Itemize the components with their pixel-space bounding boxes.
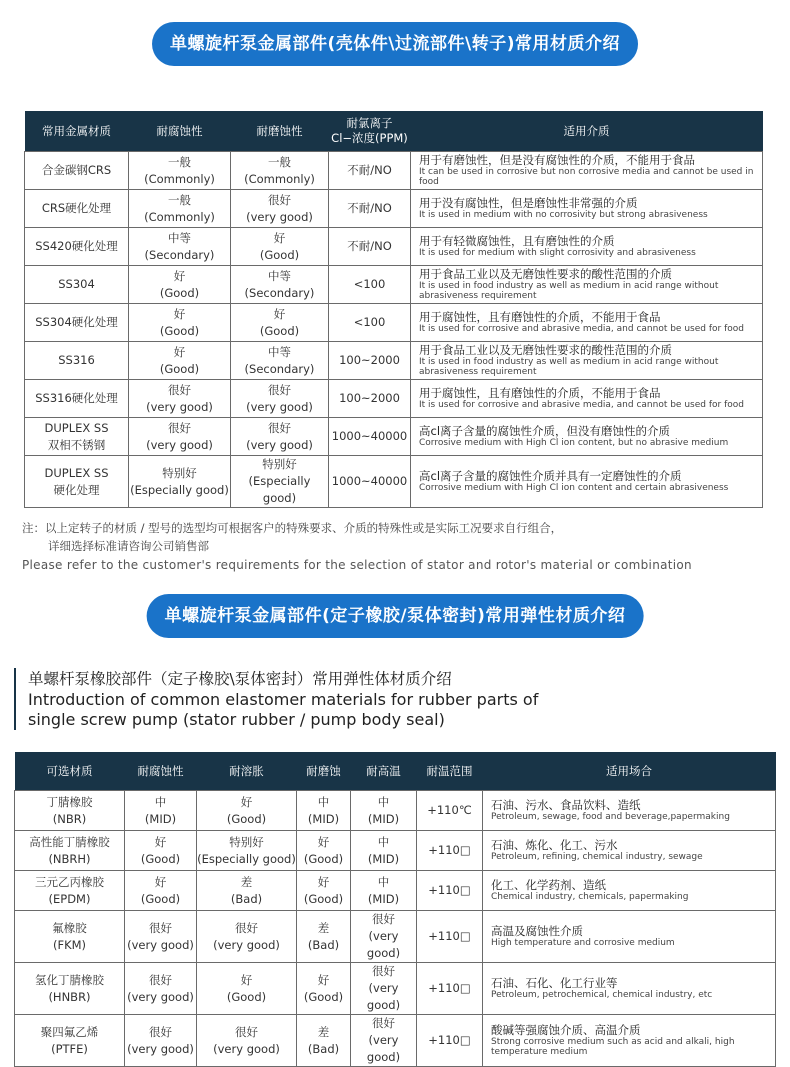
heat-cell xyxy=(351,1015,417,1067)
swelling-cn: 差 xyxy=(240,874,253,889)
corrosion-cell xyxy=(125,831,197,871)
swelling-en: (Especially good) xyxy=(197,851,296,866)
corrosion-cell xyxy=(129,190,231,228)
material-cell xyxy=(25,418,129,456)
heat-cn: 很好 xyxy=(372,912,395,926)
corrosion-cell xyxy=(129,380,231,418)
medium-en: It is used for corrosive and abrasive media, and cannot be used for food xyxy=(419,324,744,334)
abrasion-cn: 差 xyxy=(317,1024,330,1039)
chloride-cell: 1000~40000 xyxy=(329,418,411,456)
abrasion-cn: 很好 xyxy=(268,382,291,397)
table-row xyxy=(25,304,763,342)
table-row xyxy=(25,228,763,266)
application-cn: 化工、化学药剂、造纸 xyxy=(491,878,606,892)
corrosion-en: (very good) xyxy=(127,989,194,1004)
corrosion-en: (Commonly) xyxy=(144,209,215,224)
material-cell: SS304硬化处理 xyxy=(25,304,129,342)
abrasion-cn: 中 xyxy=(317,794,330,809)
medium-en: It is used in medium with no corrosivity but strong abrasiveness xyxy=(419,210,708,220)
heat-cn: 中 xyxy=(377,794,390,809)
corrosion-en: (Good) xyxy=(159,323,200,338)
header-medium: 适用介质 xyxy=(411,111,763,152)
medium-en: It is used in food industry as well as medium in acid range without abrasiveness requirement xyxy=(419,281,719,301)
medium-cell xyxy=(411,456,763,508)
material-cn: 氢化丁腈橡胶 xyxy=(35,972,104,987)
material-en: (FKM) xyxy=(52,937,87,952)
medium-cell xyxy=(411,418,763,456)
table-row xyxy=(15,831,776,871)
swelling-cn: 很好 xyxy=(235,1024,258,1039)
corrosion-en: (MID) xyxy=(144,811,177,826)
temp-range-cell: +110□ xyxy=(417,871,483,911)
medium-cell xyxy=(411,228,763,266)
application-en: Chemical industry, chemicals, papermaking xyxy=(491,892,689,902)
material-cn: 高性能丁腈橡胶 xyxy=(29,834,110,849)
material-en: 硬化处理 xyxy=(53,482,100,497)
material-en: (EPDM) xyxy=(48,891,91,906)
medium-cell xyxy=(411,190,763,228)
medium-cn: 高cl离子含量的腐蚀性介质，但没有磨蚀性的介质 xyxy=(419,424,671,438)
header-material: 常用金属材质 xyxy=(25,111,129,152)
header-corrosion: 耐腐蚀性 xyxy=(125,752,197,791)
swelling-cn: 好 xyxy=(240,972,253,987)
swelling-cell xyxy=(197,791,297,831)
note-line-2: 详细选择标准请咨询公司销售部 xyxy=(48,539,209,553)
swelling-cn: 好 xyxy=(240,794,253,809)
table-header-row xyxy=(15,752,776,791)
table-row xyxy=(15,911,776,963)
application-en: Petroleum, sewage, food and beverage,papermaking xyxy=(491,812,730,822)
corrosion-cell xyxy=(129,342,231,380)
corrosion-en: (very good) xyxy=(127,937,194,952)
elastomer-intro xyxy=(14,668,538,730)
abrasion-cn: 差 xyxy=(317,920,330,935)
medium-en: It is used for corrosive and abrasive media, and cannot be used for food xyxy=(419,400,744,410)
temp-range-cell: +110℃ xyxy=(417,791,483,831)
chloride-cell: <100 xyxy=(329,266,411,304)
medium-cn: 用于没有腐蚀性，但是磨蚀性非常强的介质 xyxy=(419,196,638,210)
abrasion-cn: 中等 xyxy=(268,344,291,359)
heat-cn: 很好 xyxy=(372,964,395,978)
corrosion-en: (Good) xyxy=(140,851,181,866)
corrosion-cell xyxy=(129,152,231,190)
heat-cell xyxy=(351,871,417,911)
material-cn: 丁腈橡胶 xyxy=(46,794,93,809)
heat-cn: 中 xyxy=(377,834,390,849)
table-row xyxy=(25,266,763,304)
table-row xyxy=(15,791,776,831)
material-cell: 合金碳钢CRS xyxy=(25,152,129,190)
abrasion-cell xyxy=(231,266,329,304)
section1-title: 单螺旋杆泵金属部件(壳体件\过流部件\转子)常用材质介绍 xyxy=(152,22,638,66)
abrasion-cell xyxy=(297,911,351,963)
application-cell xyxy=(483,831,776,871)
header-heat: 耐高温 xyxy=(351,752,417,791)
table-row xyxy=(15,871,776,911)
chloride-cell: 不耐/NO xyxy=(329,228,411,266)
abrasion-en: (Commonly) xyxy=(244,171,315,186)
heat-cell xyxy=(351,911,417,963)
abrasion-cn: 好 xyxy=(317,874,330,889)
medium-cn: 用于腐蚀性，且有磨蚀性的介质，不能用于食品 xyxy=(419,386,661,400)
material-cell xyxy=(15,831,125,871)
medium-cell xyxy=(411,380,763,418)
temp-range-cell: +110□ xyxy=(417,831,483,871)
abrasion-cell xyxy=(231,456,329,508)
material-cell xyxy=(15,1015,125,1067)
abrasion-cn: 好 xyxy=(317,972,330,987)
medium-cn: 用于腐蚀性，且有磨蚀性的介质，不能用于食品 xyxy=(419,310,661,324)
corrosion-cn: 好 xyxy=(154,874,167,889)
corrosion-cn: 很好 xyxy=(149,1024,172,1039)
abrasion-cn: 一般 xyxy=(268,154,291,169)
medium-en: Corrosive medium with High Cl ion content, but no abrasive medium xyxy=(419,438,729,448)
material-cell xyxy=(15,791,125,831)
corrosion-cell xyxy=(125,791,197,831)
material-cell xyxy=(15,963,125,1015)
corrosion-cell xyxy=(129,418,231,456)
abrasion-cell xyxy=(231,190,329,228)
abrasion-en: (Secondary) xyxy=(244,285,315,300)
abrasion-cn: 好 xyxy=(273,306,286,321)
table-row xyxy=(25,190,763,228)
swelling-cell xyxy=(197,1015,297,1067)
material-en: 双相不锈钢 xyxy=(47,437,106,452)
material-cell: SS304 xyxy=(25,266,129,304)
medium-cell xyxy=(411,152,763,190)
header-corrosion: 耐腐蚀性 xyxy=(129,111,231,152)
table-row xyxy=(15,1015,776,1067)
chloride-cell: 不耐/NO xyxy=(329,190,411,228)
corrosion-cn: 中等 xyxy=(168,230,191,245)
heat-cn: 中 xyxy=(377,874,390,889)
corrosion-cn: 很好 xyxy=(168,382,191,397)
application-en: Strong corrosive medium such as acid and alkali, high temperature medium xyxy=(491,1037,735,1057)
abrasion-en: (Especially good) xyxy=(248,474,311,505)
heat-en: (very good) xyxy=(366,1033,401,1064)
medium-cell xyxy=(411,266,763,304)
corrosion-cell xyxy=(129,228,231,266)
heat-cell xyxy=(351,791,417,831)
table-row xyxy=(25,456,763,508)
heat-en: (MID) xyxy=(367,811,400,826)
swelling-cell xyxy=(197,871,297,911)
corrosion-cell xyxy=(129,266,231,304)
medium-cell xyxy=(411,342,763,380)
application-cn: 高温及腐蚀性介质 xyxy=(491,924,583,938)
swelling-cell xyxy=(197,831,297,871)
metal-materials-table xyxy=(24,111,763,508)
corrosion-en: (Secondary) xyxy=(144,247,215,262)
medium-en: It is used for medium with slight corrosivity and abrasiveness xyxy=(419,248,696,258)
abrasion-cell xyxy=(231,304,329,342)
corrosion-en: (very good) xyxy=(146,399,213,414)
corrosion-cell xyxy=(129,456,231,508)
application-cn: 石油、石化、化工行业等 xyxy=(491,976,618,990)
application-cell xyxy=(483,871,776,911)
heat-cell xyxy=(351,963,417,1015)
chloride-cell: 100~2000 xyxy=(329,380,411,418)
corrosion-cn: 很好 xyxy=(168,420,191,435)
abrasion-en: (Good) xyxy=(259,247,300,262)
heat-cn: 很好 xyxy=(372,1016,395,1030)
medium-cell xyxy=(411,304,763,342)
swelling-cn: 特别好 xyxy=(229,834,264,849)
material-cell: SS316硬化处理 xyxy=(25,380,129,418)
abrasion-cell xyxy=(231,380,329,418)
heat-cell xyxy=(351,831,417,871)
abrasion-cell xyxy=(231,342,329,380)
corrosion-cn: 一般 xyxy=(168,154,191,169)
header-material: 可选材质 xyxy=(15,752,125,791)
abrasion-en: (very good) xyxy=(246,209,313,224)
heat-en: (very good) xyxy=(366,929,401,960)
abrasion-cn: 很好 xyxy=(268,420,291,435)
abrasion-cell xyxy=(231,418,329,456)
table-row xyxy=(25,380,763,418)
material-cell: SS316 xyxy=(25,342,129,380)
swelling-en: (Good) xyxy=(226,811,267,826)
abrasion-en: (Secondary) xyxy=(244,361,315,376)
chloride-cell: 100~2000 xyxy=(329,342,411,380)
corrosion-en: (Commonly) xyxy=(144,171,215,186)
table-row xyxy=(15,963,776,1015)
corrosion-en: (Good) xyxy=(140,891,181,906)
abrasion-en: (Good) xyxy=(303,989,344,1004)
note-line-3: Please refer to the customer's requirements for the selection of stator and rotor's material or combination xyxy=(22,558,692,572)
corrosion-cn: 好 xyxy=(173,344,186,359)
corrosion-cell xyxy=(125,1015,197,1067)
header-abrasion: 耐磨蚀性 xyxy=(231,111,329,152)
application-en: Petroleum, refining, chemical industry, sewage xyxy=(491,852,703,862)
abrasion-en: (MID) xyxy=(307,811,340,826)
corrosion-cn: 好 xyxy=(173,268,186,283)
material-cell: SS420硬化处理 xyxy=(25,228,129,266)
chloride-cell: 1000~40000 xyxy=(329,456,411,508)
header-application: 适用场合 xyxy=(483,752,776,791)
swelling-en: (Good) xyxy=(226,989,267,1004)
medium-en: It can be used in corrosive but non corrosive media and cannot be used in food xyxy=(419,167,754,187)
heat-en: (MID) xyxy=(367,851,400,866)
header-temp-range: 耐温范围 xyxy=(417,752,483,791)
intro-en-line-1: Introduction of common elastomer materials for rubber parts of xyxy=(28,690,539,709)
abrasion-en: (Good) xyxy=(303,891,344,906)
corrosion-en: (very good) xyxy=(146,437,213,452)
material-cn: 聚四氟乙烯 xyxy=(40,1024,99,1039)
abrasion-en: (Good) xyxy=(259,323,300,338)
application-cell xyxy=(483,1015,776,1067)
application-cn: 石油、污水、食品饮料、造纸 xyxy=(491,798,641,812)
medium-en: It is used in food industry as well as medium in acid range without abrasiveness requirement xyxy=(419,357,719,377)
abrasion-cn: 好 xyxy=(317,834,330,849)
abrasion-cell xyxy=(297,791,351,831)
medium-cn: 用于有磨蚀性，但是没有腐蚀性的介质，不能用于食品 xyxy=(419,153,695,167)
material-en: (NBRH) xyxy=(48,851,91,866)
medium-cn: 高cl离子含量的腐蚀性介质并具有一定磨蚀性的介质 xyxy=(419,469,682,483)
heat-en: (very good) xyxy=(366,981,401,1012)
corrosion-cn: 很好 xyxy=(149,972,172,987)
section2-title: 单螺旋杆泵金属部件(定子橡胶/泵体密封)常用弹性材质介绍 xyxy=(147,594,644,638)
corrosion-en: (Good) xyxy=(159,285,200,300)
corrosion-cn: 好 xyxy=(154,834,167,849)
material-cn: 氟橡胶 xyxy=(52,920,87,935)
corrosion-en: (Good) xyxy=(159,361,200,376)
material-cn: DUPLEX SS xyxy=(44,465,109,480)
corrosion-cell xyxy=(125,911,197,963)
table-row xyxy=(25,152,763,190)
intro-cn: 单螺杆泵橡胶部件（定子橡胶\泵体密封）常用弹性体材质介绍 xyxy=(28,670,452,688)
medium-cn: 用于有轻微腐蚀性，且有磨蚀性的介质 xyxy=(419,234,615,248)
application-cell xyxy=(483,911,776,963)
header-abrasion: 耐磨蚀 xyxy=(297,752,351,791)
swelling-cell xyxy=(197,911,297,963)
corrosion-cn: 很好 xyxy=(149,920,172,935)
material-en: (PTFE) xyxy=(51,1041,88,1056)
material-cell xyxy=(25,456,129,508)
material-cell xyxy=(15,911,125,963)
swelling-cell xyxy=(197,963,297,1015)
elastomer-materials-table xyxy=(14,752,776,1067)
corrosion-cn: 中 xyxy=(154,794,167,809)
swelling-en: (very good) xyxy=(213,1041,280,1056)
abrasion-cell xyxy=(297,871,351,911)
application-cn: 石油、炼化、化工、污水 xyxy=(491,838,618,852)
medium-cn: 用于食品工业以及无磨蚀性要求的酸性范围的介质 xyxy=(419,343,672,357)
material-en: (HNBR) xyxy=(48,989,91,1004)
table-header-row xyxy=(25,111,763,152)
medium-cn: 用于食品工业以及无磨蚀性要求的酸性范围的介质 xyxy=(419,267,672,281)
header-swelling: 耐溶胀 xyxy=(197,752,297,791)
abrasion-cn: 好 xyxy=(273,230,286,245)
abrasion-en: (Good) xyxy=(303,851,344,866)
corrosion-cell xyxy=(125,963,197,1015)
intro-en-line-2: single screw pump (stator rubber / pump body seal) xyxy=(28,710,445,729)
swelling-cn: 很好 xyxy=(235,920,258,935)
swelling-en: (Bad) xyxy=(230,891,263,906)
corrosion-cn: 一般 xyxy=(168,192,191,207)
material-en: (NBR) xyxy=(52,811,87,826)
chloride-cell: <100 xyxy=(329,304,411,342)
material-cn: DUPLEX SS xyxy=(44,420,109,435)
header-chloride: 耐氯离子Cl−浓度(PPM) xyxy=(329,111,411,152)
corrosion-en: (Especially good) xyxy=(130,482,229,497)
abrasion-en: (Bad) xyxy=(307,1041,340,1056)
corrosion-en: (very good) xyxy=(127,1041,194,1056)
material-cn: 三元乙丙橡胶 xyxy=(35,874,104,889)
abrasion-cn: 很好 xyxy=(268,192,291,207)
abrasion-cell xyxy=(297,831,351,871)
abrasion-en: (Bad) xyxy=(307,937,340,952)
swelling-en: (very good) xyxy=(213,937,280,952)
heat-en: (MID) xyxy=(367,891,400,906)
application-cell xyxy=(483,963,776,1015)
abrasion-en: (very good) xyxy=(246,399,313,414)
corrosion-cn: 好 xyxy=(173,306,186,321)
temp-range-cell: +110□ xyxy=(417,911,483,963)
temp-range-cell: +110□ xyxy=(417,963,483,1015)
elastomer-table-body xyxy=(15,791,776,1067)
table-row xyxy=(25,418,763,456)
application-en: Petroleum, petrochemical, chemical industry, etc xyxy=(491,990,713,1000)
corrosion-cell xyxy=(129,304,231,342)
corrosion-cn: 特别好 xyxy=(162,465,197,480)
abrasion-cell xyxy=(297,963,351,1015)
material-cell xyxy=(15,871,125,911)
application-cn: 酸碱等强腐蚀介质、高温介质 xyxy=(491,1023,641,1037)
medium-en: Corrosive medium with High Cl ion content and certain abrasiveness xyxy=(419,483,729,493)
note-line-1: 注：以上定转子的材质 / 型号的选型均可根据客户的特殊要求、介质的特殊性或是实际工况要求自行组合， xyxy=(22,521,563,535)
chloride-cell: 不耐/NO xyxy=(329,152,411,190)
corrosion-cell xyxy=(125,871,197,911)
abrasion-cell xyxy=(231,152,329,190)
metal-table-body xyxy=(25,152,763,508)
table-row xyxy=(25,342,763,380)
abrasion-cn: 中等 xyxy=(268,268,291,283)
abrasion-en: (very good) xyxy=(246,437,313,452)
application-en: High temperature and corrosive medium xyxy=(491,938,675,948)
abrasion-cell xyxy=(231,228,329,266)
temp-range-cell: +110□ xyxy=(417,1015,483,1067)
abrasion-cell xyxy=(297,1015,351,1067)
material-cell: CRS硬化处理 xyxy=(25,190,129,228)
abrasion-cn: 特别好 xyxy=(262,457,297,471)
application-cell xyxy=(483,791,776,831)
